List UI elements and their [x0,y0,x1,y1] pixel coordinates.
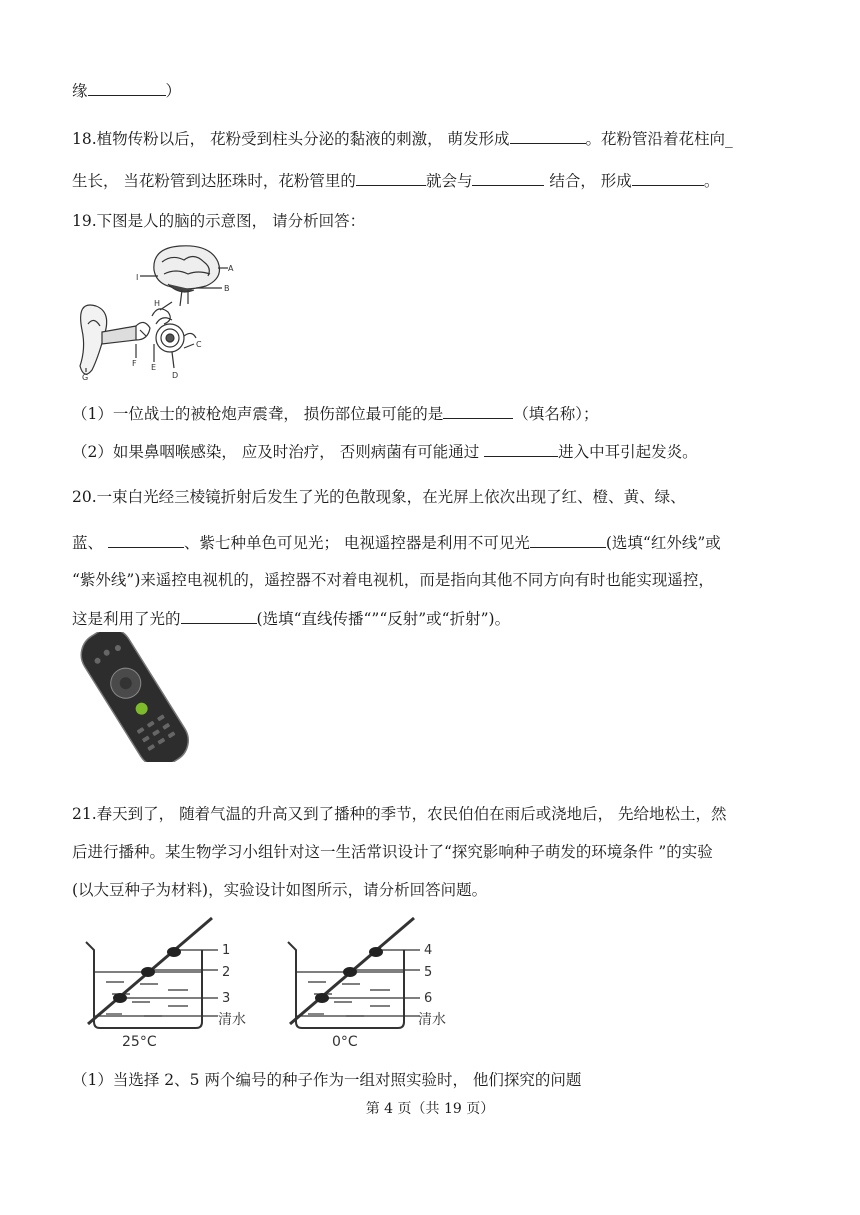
label-a: A [228,264,234,273]
water-label-right: 清水 [418,1012,446,1028]
q20-line-2 [72,532,721,553]
answer-blank[interactable] [356,170,426,186]
text: (选填“红外线”或 [605,534,721,552]
text: 后进行播种。某生物学习小组针对这一生活常识设计了“探究影响种子萌发的环境条件 ”的实验 [72,843,713,861]
text: (选填“直线传播“”“反射”或“折射”)。 [256,610,511,628]
text: ） [165,82,182,100]
temp-label-left: 25°C [122,1034,157,1050]
text: 这是利用了光的 [72,610,181,628]
seed-label-3: 3 [222,991,231,1006]
answer-blank[interactable] [472,170,544,186]
text: 。 [703,172,720,190]
q20-line-3 [72,570,714,590]
q20-line-1 [72,487,686,507]
label-i: I [136,273,139,282]
label-g: G [82,373,89,382]
label-e: E [151,363,157,372]
text: 20.一束白光经三棱镜折射后发生了光的色散现象，在光屏上依次出现了红、橙、黄、绿、 [72,488,686,506]
seed-label-6: 6 [424,991,433,1006]
text: 18.植物传粉以后， 花粉受到柱头分泌的黏液的刺激， 萌发形成 [72,130,510,148]
text: “紫外线”)来遥控电视机的，遥控器不对着电视机，而是指向其他不同方向有时也能实现遥控， [72,571,714,589]
temp-label-right: 0°C [332,1034,358,1050]
text: （填名称）； [513,405,599,423]
label-b: B [224,284,230,293]
remote-control-image [72,632,192,762]
answer-blank[interactable] [181,608,257,624]
text: 生长， 当花粉管到达胚珠时，花粉管里的 [72,172,356,190]
text: 进入中耳引起发炎。 [558,443,698,461]
text: （1）当选择 2、5 两个编号的种子作为一组对照实验时， 他们探究的问题 [72,1071,582,1089]
q21-part-1 [72,1070,581,1090]
text: 、紫七种单色可见光； 电视遥控器是利用不可见光 [183,534,530,552]
answer-blank[interactable] [484,441,558,457]
beaker-experiment-figure [72,912,472,1052]
q18-line-2 [72,170,719,191]
water-label-left: 清水 [218,1012,246,1028]
q21-line-2 [72,842,713,862]
answer-blank[interactable] [632,170,704,186]
ear-brain-figure [72,240,242,385]
answer-blank[interactable] [530,532,606,548]
q17-tail-line [72,80,181,101]
text: 19.下图是人的脑的示意图， 请分析回答： [72,212,366,230]
seed-label-1: 1 [222,943,231,958]
text: (以大豆种子为材料)，实验设计如图所示，请分析回答问题。 [72,881,488,899]
text: 蓝、 [72,534,108,552]
text: 就会与 [425,172,473,190]
text: （1）一位战士的被枪炮声震聋， 损伤部位最可能的是 [72,405,444,423]
label-f: F [132,359,137,368]
q18-line-1 [72,128,733,149]
label-h: H [154,299,161,308]
text: 21.春天到了， 随着气温的升高又到了播种的季节，农民伯伯在雨后或浇地后， 先给地松土，然 [72,805,727,823]
q20-line-4 [72,608,510,629]
q21-line-1 [72,804,727,824]
text: （2）如果鼻咽喉感染， 应及时治疗， 否则病菌有可能通过 [72,443,485,461]
q19-title [72,211,365,231]
answer-blank[interactable] [510,128,586,144]
label-d: D [172,371,179,380]
seed-label-2: 2 [222,965,231,980]
q19-part-1 [72,403,599,424]
text: 缘 [72,82,88,100]
q19-part-2 [72,441,698,462]
seed-label-5: 5 [424,965,433,980]
seed-label-4: 4 [424,943,433,958]
page-footer: 第 4 页（共 19 页） [365,1101,495,1117]
q21-line-3 [72,880,487,900]
label-c: C [196,340,202,349]
text: 。花粉管沿着花柱向_ [585,130,733,148]
answer-blank[interactable] [88,80,166,96]
answer-blank[interactable] [108,532,184,548]
text: 结合， 形成 [544,172,632,190]
answer-blank[interactable] [443,403,513,419]
